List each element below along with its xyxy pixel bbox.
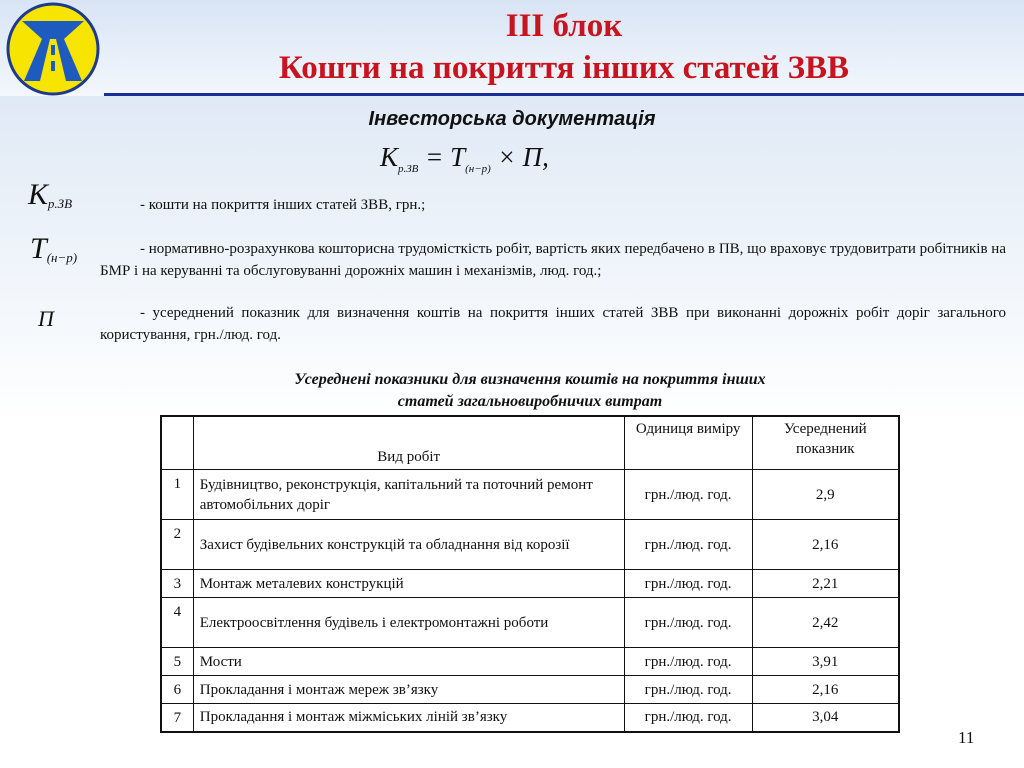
row-value: 2,9 xyxy=(752,470,899,520)
symbol-t xyxy=(30,232,77,266)
row-value: 2,16 xyxy=(752,676,899,704)
works-table xyxy=(160,415,900,733)
formula-t-sub: (н−р) xyxy=(465,163,491,175)
row-num: 4 xyxy=(161,598,193,648)
row-name: Будівництво, реконструкція, капітальний та поточний ремонт автомобільних доріг xyxy=(193,470,624,520)
page-title-line2: Кошти на покриття інших статей ЗВВ xyxy=(278,50,850,86)
row-num: 5 xyxy=(161,648,193,676)
symbol-t-letter: Т xyxy=(30,232,47,265)
row-unit: грн./люд. год. xyxy=(624,648,752,676)
row-value: 2,42 xyxy=(752,598,899,648)
row-name: Електроосвітлення будівель і електромонтажні роботи xyxy=(193,598,624,648)
table-row xyxy=(161,570,899,598)
table-row xyxy=(161,520,899,570)
header-value: Усереднений показник xyxy=(752,416,899,470)
row-num: 6 xyxy=(161,676,193,704)
table-row xyxy=(161,676,899,704)
table-header-row xyxy=(161,416,899,470)
subtitle: Інвесторська документація xyxy=(368,108,656,130)
page-number: 11 xyxy=(958,728,975,747)
row-name: Монтаж металевих конструкцій xyxy=(193,570,624,598)
table-row xyxy=(161,704,899,732)
symbol-p xyxy=(38,306,54,332)
formula-k: К xyxy=(380,142,398,172)
table-caption-line1: Усереднені показники для визначення коштів на покриття інших xyxy=(294,371,766,388)
symbol-t-sub: (н−р) xyxy=(46,250,78,266)
definition-k: - кошти на покриття інших статей ЗВВ, грн.; xyxy=(140,197,426,213)
formula-k-sub: р.ЗВ xyxy=(397,163,419,175)
header-work-type: Вид робіт xyxy=(193,416,624,470)
symbol-k-letter: К xyxy=(28,178,48,211)
formula-p: П xyxy=(522,142,543,172)
formula-eq: = xyxy=(418,142,451,172)
header-divider xyxy=(104,93,1024,96)
header-num xyxy=(161,416,193,470)
row-value: 2,21 xyxy=(752,570,899,598)
definition-p: - усереднений показник для визначення коштів на покриття інших статей ЗВВ при виконанні дорожніх робіт доріг загального користування, грн./люд. год. xyxy=(100,305,1006,343)
page-title-line1: ІІІ блок xyxy=(505,8,623,44)
symbol-k-sub: р.ЗВ xyxy=(47,196,73,212)
row-num: 3 xyxy=(161,570,193,598)
row-unit: грн./люд. год. xyxy=(624,676,752,704)
row-num: 7 xyxy=(161,704,193,732)
table-row xyxy=(161,598,899,648)
row-value: 3,04 xyxy=(752,704,899,732)
symbol-k xyxy=(28,178,72,212)
table-caption-line2: статей загальновиробничих витрат xyxy=(397,393,663,410)
row-unit: грн./люд. год. xyxy=(624,598,752,648)
definition-t: - нормативно-розрахункова кошторисна трудомісткість робіт, вартість яких передбачено в ПВ, що враховує трудовитрати робітників на БМР і на керуванні та обслуговуванні дорожніх машин і механізмів, люд. год.; xyxy=(100,241,1006,279)
row-value: 3,91 xyxy=(752,648,899,676)
table-caption xyxy=(160,369,900,413)
formula-t: Т xyxy=(450,142,466,172)
formula-times: × xyxy=(490,142,523,172)
row-name: Захист будівельних конструкцій та обладнання від корозії xyxy=(193,520,624,570)
row-value: 2,16 xyxy=(752,520,899,570)
row-unit: грн./люд. год. xyxy=(624,570,752,598)
row-unit: грн./люд. год. xyxy=(624,470,752,520)
row-name: Мости xyxy=(193,648,624,676)
symbol-p-letter: П xyxy=(38,306,54,331)
formula xyxy=(380,142,549,175)
row-unit: грн./люд. год. xyxy=(624,704,752,732)
table-row xyxy=(161,648,899,676)
row-name: Прокладання і монтаж мереж зв’язку xyxy=(193,676,624,704)
table-row xyxy=(161,470,899,520)
header-unit: Одиниця виміру xyxy=(624,416,752,470)
row-num: 2 xyxy=(161,520,193,570)
row-name: Прокладання і монтаж міжміських ліній зв’язку xyxy=(193,704,624,732)
formula-end: , xyxy=(542,142,549,172)
row-unit: грн./люд. год. xyxy=(624,520,752,570)
row-num: 1 xyxy=(161,470,193,520)
road-logo-icon xyxy=(2,1,104,97)
